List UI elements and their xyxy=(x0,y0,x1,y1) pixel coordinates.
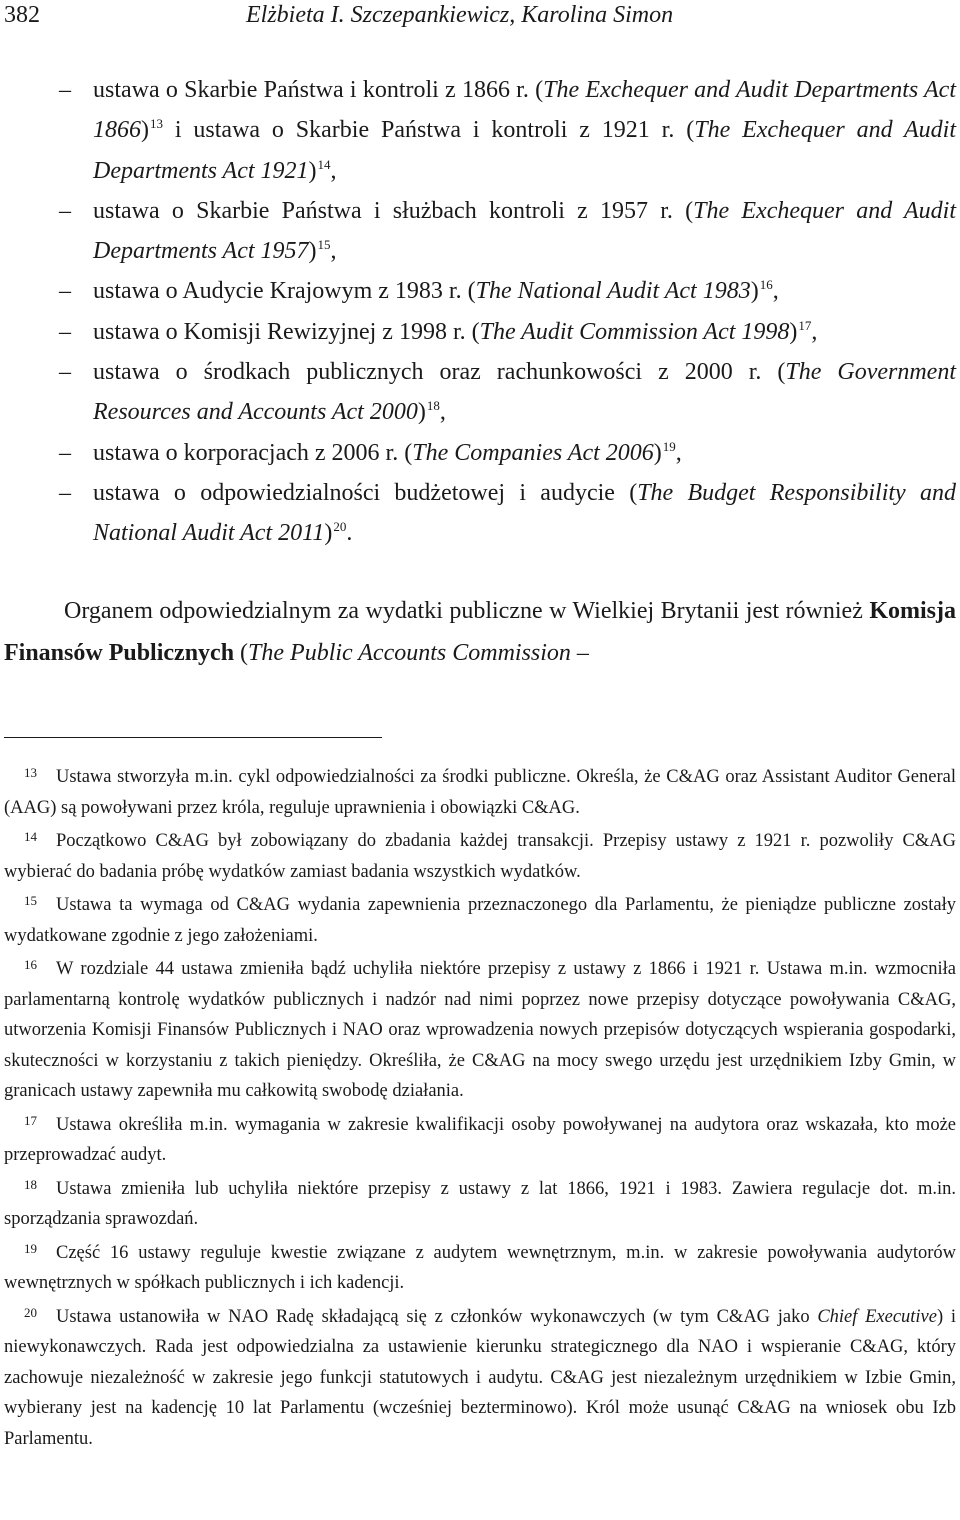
act-title: The Companies Act 2006 xyxy=(412,439,654,466)
act-title: The National Audit Act 1983 xyxy=(475,278,751,305)
dash-bullet xyxy=(59,312,71,352)
list-item: – ustawa o odpowiedzialności budżetowej i audycie (The Budget Responsibility and National Audit Act 2011)$^{20}$. xyxy=(0,473,960,554)
acts-list xyxy=(0,70,960,554)
footnote-ref: 15 xyxy=(317,237,331,253)
footnote: 14 Początkowo C&AG był zobowiązany do zbadania każdej transakcji. Przepisy ustawy z 1921 r. pozwoliły C&AG wybierać do badania próbę wydatków zamiast badania wszystkich wydatków. xyxy=(4,829,956,882)
act-title: The Audit Commission Act 1998 xyxy=(479,318,790,345)
list-item: – ustawa o Komisji Rewizyjnej z 1998 r. (The Audit Commission Act 1998)$^{17}$, xyxy=(0,312,960,352)
bold-term: Komisja Finansów Publicznych xyxy=(4,598,956,666)
footnote: 13 Ustawa stworzyła m.in. cykl odpowiedzialności za środki publiczne. Określa, że C&AG oraz Assistant Auditor General (AAG) są powoływani przez króla, reguluje uprawnienia i obowiązki C&AG. xyxy=(4,765,956,818)
act-title: The Exchequer and Audit Departments Act 1866 xyxy=(93,77,956,144)
footnote: 17 Ustawa określiła m.in. wymagania w zakresie kwalifikacji osoby powoływanej na audytora oraz wskazała, kto może przeprowadzać audyt. xyxy=(4,1112,956,1165)
footnote: 15 Ustawa ta wymaga od C&AG wydania zapewnienia przeznaczonego dla Parlamentu, że pieniądze publiczne zostały wydatkowane zgodnie z jego założeniami. xyxy=(4,893,956,946)
footnote: 20 Ustawa ustanowiła w NAO Radę składającą się z członków wykonawczych (w tym C&AG jako Chief Executive) i niewykonawczych. Rada jest odpowiedzialna za ustawienie kierunku strategicznego dla NAO i wspieranie C&AG, który zachowuje niezależność w zakresie jego funkcji statutowych i audytu. C&AG jest niezależnym urzędnikiem w Izbie Gmin, wybierany jest na kadencję 10 lat Parlamentu (wcześniej bezterminowo). Król może usunąć C&AG na wniosek obu Izb Parlamentu. xyxy=(4,1304,956,1449)
italic-term: Chief Executive xyxy=(817,1306,937,1327)
list-item: – ustawa o korporacjach z 2006 r. (The Companies Act 2006)$^{19}$, xyxy=(0,433,960,473)
act-title: The Exchequer and Audit Departments Act 1921 xyxy=(93,117,957,184)
page-number: 382 xyxy=(4,2,40,28)
footnote: 19 Część 16 ustawy reguluje kwestie związane z audytem wewnętrznym, m.in. w zakresie powoływania audytorów wewnętrznych w spółkach publicznych i ich kadencji. xyxy=(4,1240,956,1293)
running-header xyxy=(4,0,956,30)
dash-bullet xyxy=(59,70,71,110)
running-header-authors: Elżbieta I. Szczepankiewicz, Karolina Simon xyxy=(246,2,674,28)
dash-bullet xyxy=(59,433,71,473)
list-item: – ustawa o środkach publicznych oraz rachunkowości z 2000 r. (The Government Resources and Accounts Act 2000)$^{18}$, xyxy=(0,352,960,433)
dash-bullet xyxy=(59,473,71,513)
footnotes xyxy=(4,762,956,1457)
italic-term: The Public Accounts Commission – xyxy=(248,640,589,666)
footnote: 16 W rozdziale 44 ustawa zmieniła bądź uchyliła niektóre przepisy z ustawy z 1866 i 1921 r. Ustawa m.in. wzmocniła parlamentarną kontrolę wydatków publicznych i nadzór nad nimi poprzez nowe przepisy dotyczące powoływania C&AG, utworzenia Komisji Finansów Publicznych i NAO oraz wprowadzenia nowych przepisów dotyczących wspierania gospodarki, skuteczności w korzystaniu z takich pieniędzy. Określiła, że C&AG na mocy swego urzędu jest urzędnikiem Izby Gmin, w granicach ustawy zapewniła mu całkowitą swobodę działania. xyxy=(4,957,956,1101)
footnote-ref: 18 xyxy=(426,398,440,414)
dash-bullet xyxy=(59,352,71,392)
footnote-ref: 19 xyxy=(662,438,676,454)
list-item: – ustawa o Skarbie Państwa i służbach kontroli z 1957 r. (The Exchequer and Audit Departments Act 1957)$^{15}$, xyxy=(0,191,960,272)
list-item: – ustawa o Audycie Krajowym z 1983 r. (The National Audit Act 1983)$^{16}$, xyxy=(0,271,960,311)
dash-bullet xyxy=(59,271,71,311)
act-title: The Budget Responsibility and National Audit Act 2011 xyxy=(93,479,956,547)
footnote-separator xyxy=(4,737,382,738)
list-item: – ustawa o Skarbie Państwa i kontroli z 1866 r. (The Exchequer and Audit Departments Act 1866)$^{13}$ i ustawa o Skarbie Państwa i kontroli z 1921 r. (The Exchequer and Audit Departments Act 1921)$^{14}$, xyxy=(0,70,960,191)
dash-bullet xyxy=(59,191,71,231)
footnote-ref: 16 xyxy=(759,277,773,293)
act-title: The Government Resources and Accounts Act 2000 xyxy=(93,359,956,426)
footnote: 18 Ustawa zmieniła lub uchyliła niektóre przepisy z ustawy z lat 1866, 1921 i 1983. Zawiera regulacje dot. m.in. sporządzania sprawozdań. xyxy=(4,1176,956,1229)
body-paragraph: Organem odpowiedzialnym za wydatki publiczne w Wielkiej Brytanii jest również Komisja Finansów Publicznych (The Public Accounts Commission – xyxy=(4,598,956,666)
footnote-ref: 20 xyxy=(333,519,347,535)
act-title: The Exchequer and Audit Departments Act 1957 xyxy=(93,197,957,265)
footnote-ref: 13 xyxy=(150,116,163,132)
footnote-ref: 14 xyxy=(317,156,331,172)
footnote-ref: 17 xyxy=(798,317,812,333)
